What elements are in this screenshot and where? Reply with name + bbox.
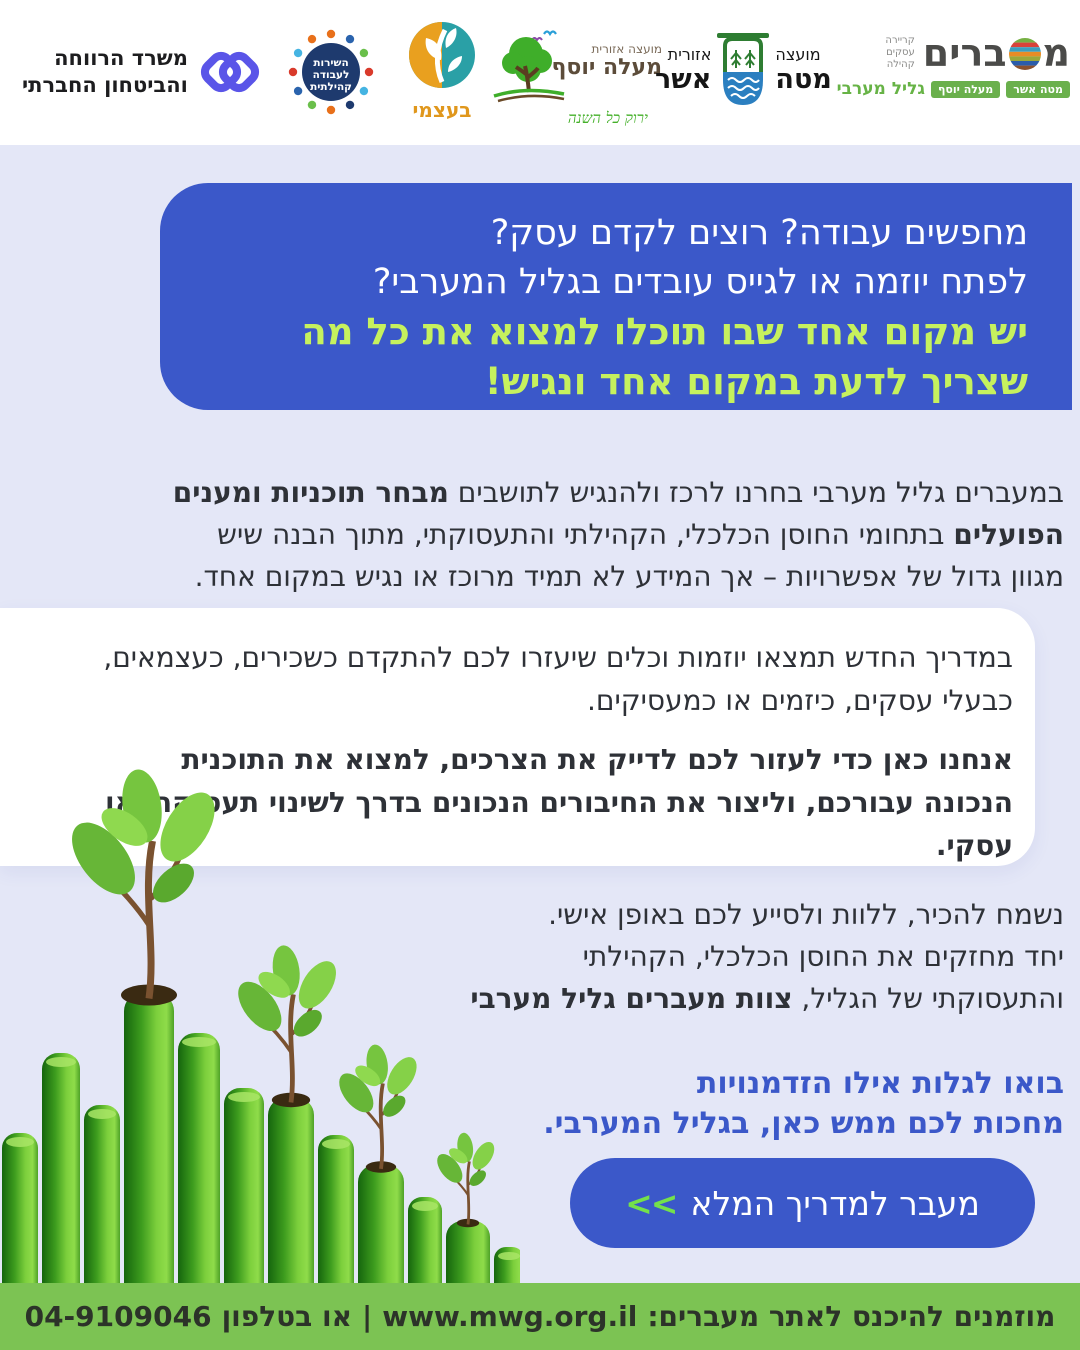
badge-mate-asher: מטה אשר bbox=[1006, 81, 1070, 98]
full-guide-button[interactable] bbox=[570, 1158, 1035, 1248]
guide-card-paragraph2: אנחנו כאן כדי לעזור לכם לדייק את הצרכים, למצוא את התוכנית הנכונה עבורכם, וליצור את החיבורים הנכונים בדרך לשינוי תעסוקתי או עסקי. bbox=[104, 743, 1013, 862]
personal-line3-pre: והתעסוקתי של הגליל, bbox=[792, 982, 1064, 1015]
ministry-line1: משרד הרווחה bbox=[54, 46, 188, 70]
maavarim-tag-business: עסקים bbox=[886, 47, 915, 58]
maavarim-mark-left: ברים bbox=[922, 31, 1007, 75]
logo-maale-yosef bbox=[492, 20, 662, 132]
ministry-name bbox=[22, 45, 188, 99]
service-line2: לעבודה bbox=[312, 69, 350, 81]
logo-mate-asher bbox=[655, 28, 832, 112]
maale-yosef-name bbox=[552, 42, 662, 80]
beatzmi-icon bbox=[405, 18, 479, 92]
personal-line3-team: צוות מעברים גליל מערבי bbox=[470, 982, 793, 1015]
full-guide-button-label: מעבר למדריך המלא bbox=[690, 1183, 980, 1223]
intro-post: בתחומי החוסן הכלכלי, הקהילתי והתעסוקתי, מתוך הבנה שיש מגוון גדול של אפשרויות – אך המידע לא תמיד מרוכז או נגיש במקום אחד. bbox=[194, 518, 1064, 593]
maavarim-stripes-icon bbox=[1007, 32, 1043, 74]
maavarim-region: גליל מערבי bbox=[836, 79, 925, 99]
knot-icon bbox=[198, 40, 262, 104]
guide-card-paragraph1: במדריך החדש תמצאו יוזמות וכלים שיעזרו לכם להתקדם כשכירים, כעצמאים, כבעלי עסקים, כיזמים או כמעסיקים. bbox=[103, 641, 1013, 717]
ministry-line2: והביטחון החברתי bbox=[22, 73, 188, 97]
personal-line2: יחד מחזקים את החוסן הכלכלי, הקהילתי bbox=[582, 940, 1064, 973]
growth-bars-plants-illustration bbox=[0, 758, 520, 1283]
footer-invite: מוזמנים להיכנס לאתר מעברים: bbox=[647, 1300, 1056, 1333]
maavarim-badges bbox=[826, 79, 1070, 99]
logo-bar bbox=[0, 0, 1080, 145]
cta-text bbox=[543, 1064, 1064, 1144]
hero-white-line2: לפתח יוזמה או לגייס עובדים בגליל המערבי? bbox=[372, 262, 1028, 302]
badge-maale-yosef: מעלה יוסף bbox=[931, 81, 1000, 98]
intro-paragraph bbox=[159, 472, 1064, 598]
logo-beatzmi bbox=[398, 18, 486, 122]
footer-phone-label: או בטלפון bbox=[221, 1300, 352, 1333]
maavarim-tag-community: קהילה bbox=[886, 59, 915, 70]
contact-footer bbox=[0, 1283, 1080, 1350]
mate-asher-bottom-left: אשר bbox=[655, 64, 712, 95]
footer-separator: | bbox=[361, 1300, 373, 1333]
hero-white-line1: מחפשים עבודה? רוצים לקדם עסק? bbox=[490, 213, 1028, 253]
mate-asher-left-col bbox=[655, 45, 711, 95]
logo-welfare-ministry bbox=[22, 40, 262, 104]
mate-asher-right-col bbox=[775, 45, 831, 95]
mate-asher-emblem-icon bbox=[716, 28, 770, 112]
mate-asher-top-right: מועצה bbox=[775, 45, 821, 64]
cta-line2: מחכות לכם ממש כאן, בגליל המערבי. bbox=[543, 1106, 1064, 1141]
maavarim-mark-right: מ bbox=[1042, 31, 1070, 75]
community-circle-icon bbox=[280, 20, 382, 124]
service-line1: השירות bbox=[313, 57, 349, 69]
bar-chart-cylinders bbox=[2, 993, 520, 1283]
maale-yosef-big: מעלה יוסף bbox=[551, 55, 662, 80]
beatzmi-label: בעצמי bbox=[412, 98, 472, 122]
double-chevron-left-icon: << bbox=[625, 1183, 677, 1223]
intro-bold: מבחר תוכניות ומענים הפועלים bbox=[172, 476, 1064, 551]
mate-asher-bottom-right: מטה bbox=[775, 64, 832, 95]
website-url[interactable]: www.mwg.org.il bbox=[382, 1300, 638, 1333]
personal-line1: נשמח להכיר, ללוות ולסייע לכם באופן אישי. bbox=[548, 898, 1064, 931]
maavarim-wordmark bbox=[826, 32, 1070, 74]
service-line3: קהילתית bbox=[310, 81, 352, 93]
maale-yosef-slogan: ירוק כל השנה bbox=[567, 109, 648, 127]
logo-maavarim bbox=[826, 32, 1070, 99]
personal-line3 bbox=[470, 978, 1064, 1020]
hero-panel bbox=[160, 183, 1072, 410]
intro-pre: במעברים גליל מערבי בחרנו לרכז ולהנגיש לתושבים bbox=[448, 476, 1064, 509]
cta-line1: בואו לגלות אילו הזדמנויות bbox=[696, 1066, 1064, 1101]
logo-community-work-service bbox=[280, 20, 382, 124]
maale-yosef-small: מועצה אזורית bbox=[591, 42, 662, 56]
mate-asher-top-left: אזורית bbox=[667, 45, 712, 64]
hero-green-line2: שצריך לדעת במקום אחד ונגיש! bbox=[484, 360, 1028, 403]
maavarim-tags bbox=[885, 35, 914, 71]
hero-green-line1: יש מקום אחד שבו תוכלו למצוא את כל מה bbox=[301, 310, 1028, 353]
footer-phone-number: 04-9109046 bbox=[24, 1300, 212, 1333]
maavarim-tag-career: קריירה bbox=[885, 35, 915, 46]
personal-note bbox=[470, 894, 1064, 1020]
